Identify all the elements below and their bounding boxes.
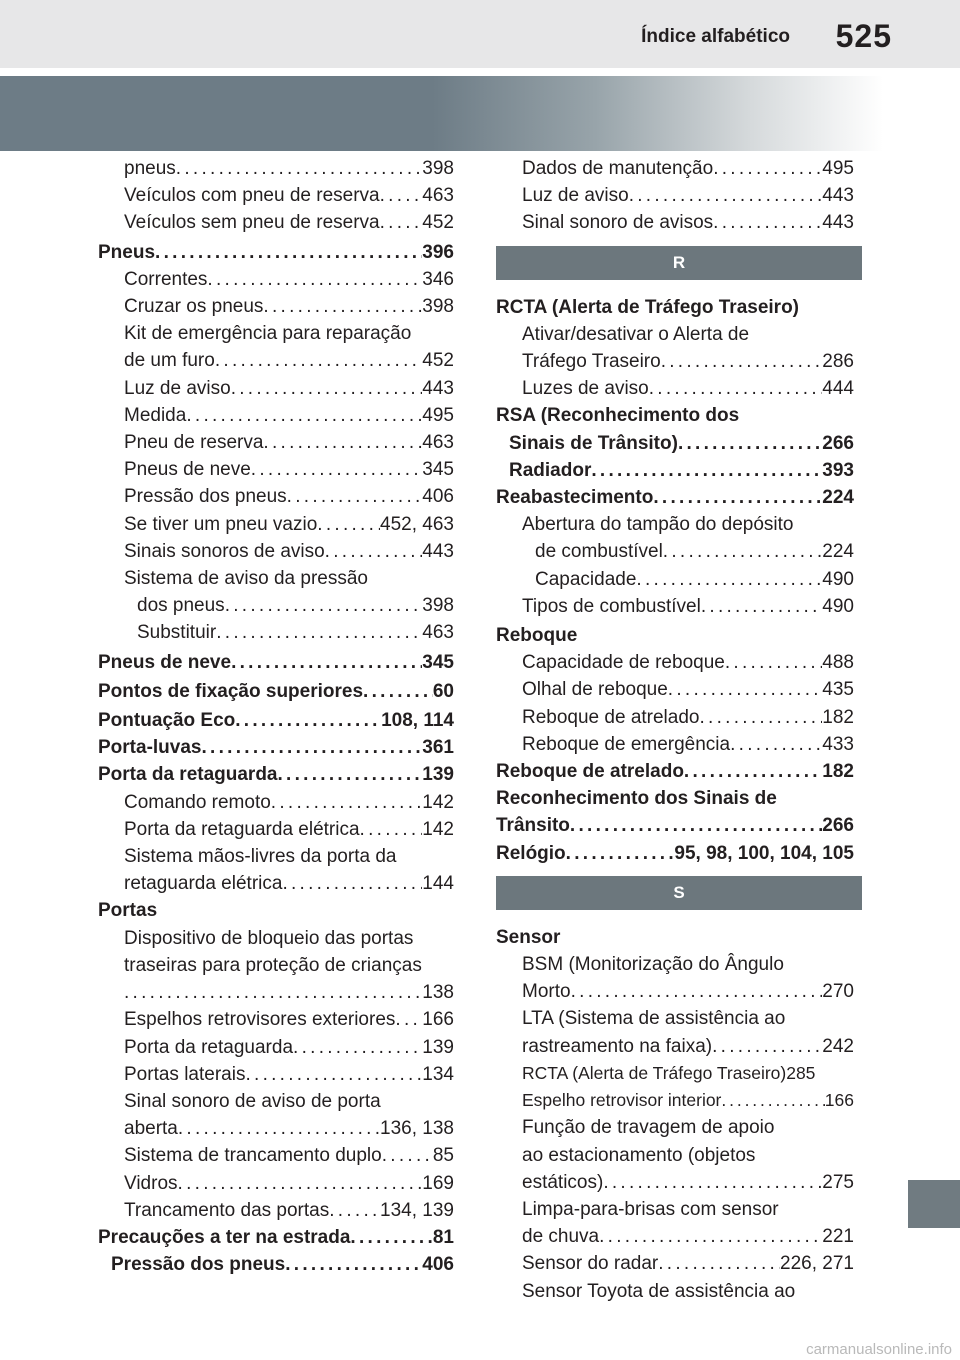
page-number: 525 [835, 18, 892, 54]
index-heading: RSA (Reconhecimento dos [496, 405, 740, 427]
index-entry: Dados de manutenção . . . 495 [496, 155, 854, 182]
index-entry: Vidros . . . 169 [98, 1170, 454, 1197]
index-entry: Tipos de combustível . . . 490 [496, 593, 854, 620]
index-entry: Cruzar os pneus . . . 398 [98, 293, 454, 320]
index-entry: Portas laterais . . . 134 [98, 1061, 454, 1088]
index-heading: Portas [98, 900, 158, 922]
index-entry-text: Sistema de aviso da pressão [124, 568, 368, 590]
index-heading: Reboque [496, 625, 578, 647]
index-entry-text: Função de travagem de apoio [522, 1117, 775, 1139]
index-entry: Trancamento das portas . . . 134, 139 [98, 1197, 454, 1224]
index-entry: Sensor do radar . . . 226, 271 [496, 1250, 854, 1277]
index-entry: Reboque de emergência . . . 433 [496, 731, 854, 758]
index-entry-text: LTA (Sistema de assistência ao [522, 1008, 786, 1030]
index-entry-text: BSM (Monitorização do Ângulo [522, 954, 784, 976]
index-entry-text: traseiras para proteção de crianças [124, 954, 422, 976]
index-entry-text: Kit de emergência para reparação [124, 323, 412, 345]
index-entry: Porta-luvas . . . 361 [98, 734, 454, 761]
index-entry: Luz de aviso . . . 443 [496, 182, 854, 209]
index-entry: Sinais de Trânsito) . . . 266 [496, 430, 854, 457]
index-entry: Pneus . . . 396 [98, 239, 454, 266]
index-entry: Radiador . . . 393 [496, 457, 854, 484]
index-entry: Substituir . . . 463 [98, 619, 454, 646]
index-entry: Morto . . . 270 [496, 978, 854, 1005]
index-entry: Precauções a ter na estrada . . . 81 [98, 1224, 454, 1251]
index-entry: Sistema de trancamento duplo . . . 85 [98, 1142, 454, 1169]
letter-heading-s: S [496, 876, 862, 910]
index-entry: Espelhos retrovisores exteriores . . . 166 [98, 1006, 454, 1033]
index-entry: Se tiver um pneu vazio . . . 452, 463 [98, 511, 454, 538]
index-entry: Pressão dos pneus . . . 406 [98, 483, 454, 510]
index-entry: Luzes de aviso . . . 444 [496, 375, 854, 402]
index-entry: Pneu de reserva . . . 463 [98, 429, 454, 456]
index-entry: de chuva . . . 221 [496, 1223, 854, 1250]
index-entry-text: Abertura do tampão do depósito [522, 514, 794, 536]
index-entry: estáticos) . . . 275 [496, 1169, 854, 1196]
index-entry: Espelho retrovisor interior . . . 166 [496, 1087, 854, 1114]
index-entry-text: RCTA (Alerta de Tráfego Traseiro)285 [522, 1062, 816, 1083]
index-entry: Sinal sonoro de avisos . . . 443 [496, 209, 854, 236]
index-entry: Comando remoto . . . 142 [98, 789, 454, 816]
index-entry: Pressão dos pneus . . . 406 [98, 1251, 454, 1278]
index-entry-text: Dispositivo de bloqueio das portas [124, 927, 414, 949]
index-heading: RCTA (Alerta de Tráfego Traseiro) [496, 296, 800, 318]
index-entry: dos pneus . . . 398 [98, 592, 454, 619]
header-bar [0, 0, 960, 68]
index-entry: Porta da retaguarda . . . 139 [98, 1034, 454, 1061]
index-entry: Relógio . . . 95, 98, 100, 104, 105 [496, 840, 854, 867]
index-entry: pneus . . . 398 [98, 155, 454, 182]
index-entry: Capacidade . . . 490 [496, 566, 854, 593]
index-entry: Reboque de atrelado . . . 182 [496, 758, 854, 785]
index-heading: Reconhecimento dos Sinais de [496, 788, 777, 810]
index-entry: Olhal de reboque . . . 435 [496, 676, 854, 703]
watermark: carmanualsonline.info [806, 1341, 952, 1358]
section-title: Índice alfabético [641, 26, 790, 47]
chapter-tab [908, 1180, 960, 1228]
index-entry: Trânsito . . . 266 [496, 812, 854, 839]
index-entry: Pneus de neve . . . 345 [98, 456, 454, 483]
index-entry: Pneus de neve . . . 345 [98, 649, 454, 676]
index-entry: . . . 138 [98, 979, 454, 1006]
index-entry: Medida . . . 495 [98, 402, 454, 429]
index-entry: Pontos de fixação superiores . . . 60 [98, 678, 454, 705]
index-entry: Sinais sonoros de aviso . . . 443 [98, 538, 454, 565]
index-entry: Reabastecimento . . . 224 [496, 484, 854, 511]
index-entry: de um furo . . . 452 [98, 347, 454, 374]
index-column-right [496, 155, 854, 1305]
index-heading: Sensor [496, 926, 561, 948]
index-entry: Veículos sem pneu de reserva . . . 452 [98, 209, 454, 236]
index-entry: Pontuação Eco . . . 108, 114 [98, 707, 454, 734]
index-entry-text: Sinal sonoro de aviso de porta [124, 1090, 381, 1112]
letter-heading-r: R [496, 246, 862, 280]
index-entry-text: Ativar/desativar o Alerta de [522, 323, 750, 345]
header-gradient-band [0, 76, 960, 151]
index-entry-text: ao estacionamento (objetos [522, 1144, 756, 1166]
index-entry-text: Sensor Toyota de assistência ao [522, 1280, 796, 1302]
index-entry: aberta . . . 136, 138 [98, 1115, 454, 1142]
index-entry: Luz de aviso . . . 443 [98, 375, 454, 402]
index-entry: de combustível . . . 224 [496, 538, 854, 565]
index-entry: rastreamento na faixa) . . . 242 [496, 1033, 854, 1060]
index-entry-text: Sistema mãos-livres da porta da [124, 846, 397, 868]
index-entry: Veículos com pneu de reserva . . . 463 [98, 182, 454, 209]
index-entry: retaguarda elétrica . . . 144 [98, 870, 454, 897]
index-entry: Porta da retaguarda . . . 139 [98, 761, 454, 788]
index-entry: Tráfego Traseiro . . . 286 [496, 348, 854, 375]
index-entry: Reboque de atrelado . . . 182 [496, 704, 854, 731]
index-entry-text: Limpa-para-brisas com sensor [522, 1198, 779, 1220]
index-entry: Capacidade de reboque . . . 488 [496, 649, 854, 676]
index-entry: Correntes . . . 346 [98, 266, 454, 293]
index-entry: Porta da retaguarda elétrica . . . 142 [98, 816, 454, 843]
index-column-left [98, 155, 454, 1278]
